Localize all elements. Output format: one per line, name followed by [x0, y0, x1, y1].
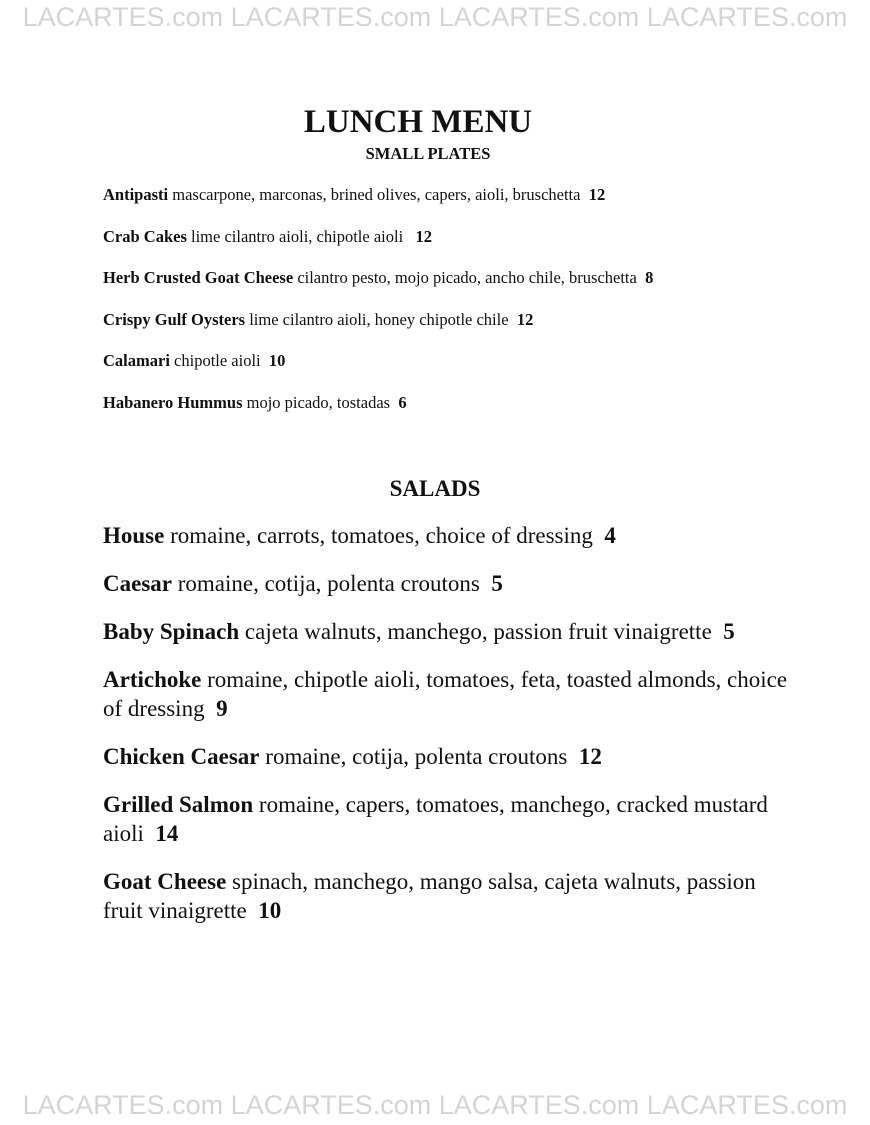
item-name: Grilled Salmon — [103, 792, 254, 817]
item-name: Artichoke — [103, 667, 202, 692]
menu-item — [103, 309, 803, 351]
item-price: 12 — [415, 226, 433, 246]
item-description: romaine, capers, tomatoes, manchego, cracked mustard aioli — [103, 792, 768, 846]
item-name: Antipasti — [103, 185, 169, 204]
item-name: Goat Cheese — [103, 869, 227, 894]
salads-heading: SALADS — [389, 476, 481, 501]
item-name: Chicken Caesar — [103, 744, 260, 769]
item-name: Crispy Gulf Oysters — [103, 309, 246, 329]
small-plates-list — [103, 184, 803, 433]
menu-item — [103, 521, 793, 550]
item-price: 9 — [216, 696, 228, 721]
item-description: mascarpone, marconas, brined olives, capers, aioli, bruschetta — [172, 185, 581, 204]
menu-item — [103, 226, 803, 268]
menu-item — [103, 665, 793, 723]
menu-item — [103, 569, 793, 598]
item-description: cilantro pesto, mojo picado, ancho chile, bruschetta — [297, 268, 637, 287]
item-price: 5 — [723, 619, 735, 644]
item-price: 10 — [268, 351, 286, 370]
item-name: Herb Crusted Goat Cheese — [103, 268, 294, 287]
item-description: cajeta walnuts, manchego, passion fruit vinaigrette — [244, 619, 712, 644]
item-description: chipotle aioli — [174, 351, 261, 370]
item-description: lime cilantro aioli, honey chipotle chile — [249, 309, 509, 329]
menu-title: LUNCH MENU — [303, 104, 533, 140]
item-price: 8 — [645, 268, 654, 287]
item-description: lime cilantro aioli, chipotle aioli — [191, 226, 404, 246]
item-name: Baby Spinach — [103, 619, 240, 644]
watermark-bottom: LACARTES.com LACARTES.com LACARTES.com LACARTES.com — [22, 1090, 848, 1120]
salads-list — [103, 521, 793, 944]
menu-item — [103, 350, 803, 392]
menu-item — [103, 867, 793, 925]
menu-item — [103, 267, 803, 309]
menu-item — [103, 392, 803, 434]
item-description: romaine, chipotle aioli, tomatoes, feta, toasted almonds, choice of dressing — [103, 667, 788, 721]
menu-item — [103, 617, 793, 646]
item-description: mojo picado, tostadas — [246, 392, 391, 412]
item-price: 6 — [398, 392, 407, 412]
small-plates-heading: SMALL PLATES — [365, 144, 491, 163]
item-description: romaine, cotija, polenta croutons — [177, 571, 480, 596]
item-price: 12 — [578, 744, 602, 769]
watermark-top: LACARTES.com LACARTES.com LACARTES.com LACARTES.com — [22, 2, 848, 32]
item-price: 4 — [604, 523, 616, 548]
item-name: House — [103, 523, 165, 548]
item-description: spinach, manchego, mango salsa, cajeta walnuts, passion fruit vinaigrette — [103, 869, 756, 923]
item-name: Habanero Hummus — [103, 392, 243, 412]
item-name: Calamari — [103, 351, 170, 370]
menu-item — [103, 742, 793, 771]
item-price: 12 — [516, 309, 534, 329]
item-price: 10 — [258, 898, 282, 923]
menu-item — [103, 184, 803, 226]
item-name: Crab Cakes — [103, 226, 187, 246]
item-description: romaine, carrots, tomatoes, choice of dressing — [170, 523, 593, 548]
item-description: romaine, cotija, polenta croutons — [265, 744, 568, 769]
item-price: 12 — [588, 185, 606, 204]
item-price: 14 — [155, 821, 179, 846]
menu-item — [103, 790, 793, 848]
item-name: Caesar — [103, 571, 172, 596]
item-price: 5 — [491, 571, 503, 596]
